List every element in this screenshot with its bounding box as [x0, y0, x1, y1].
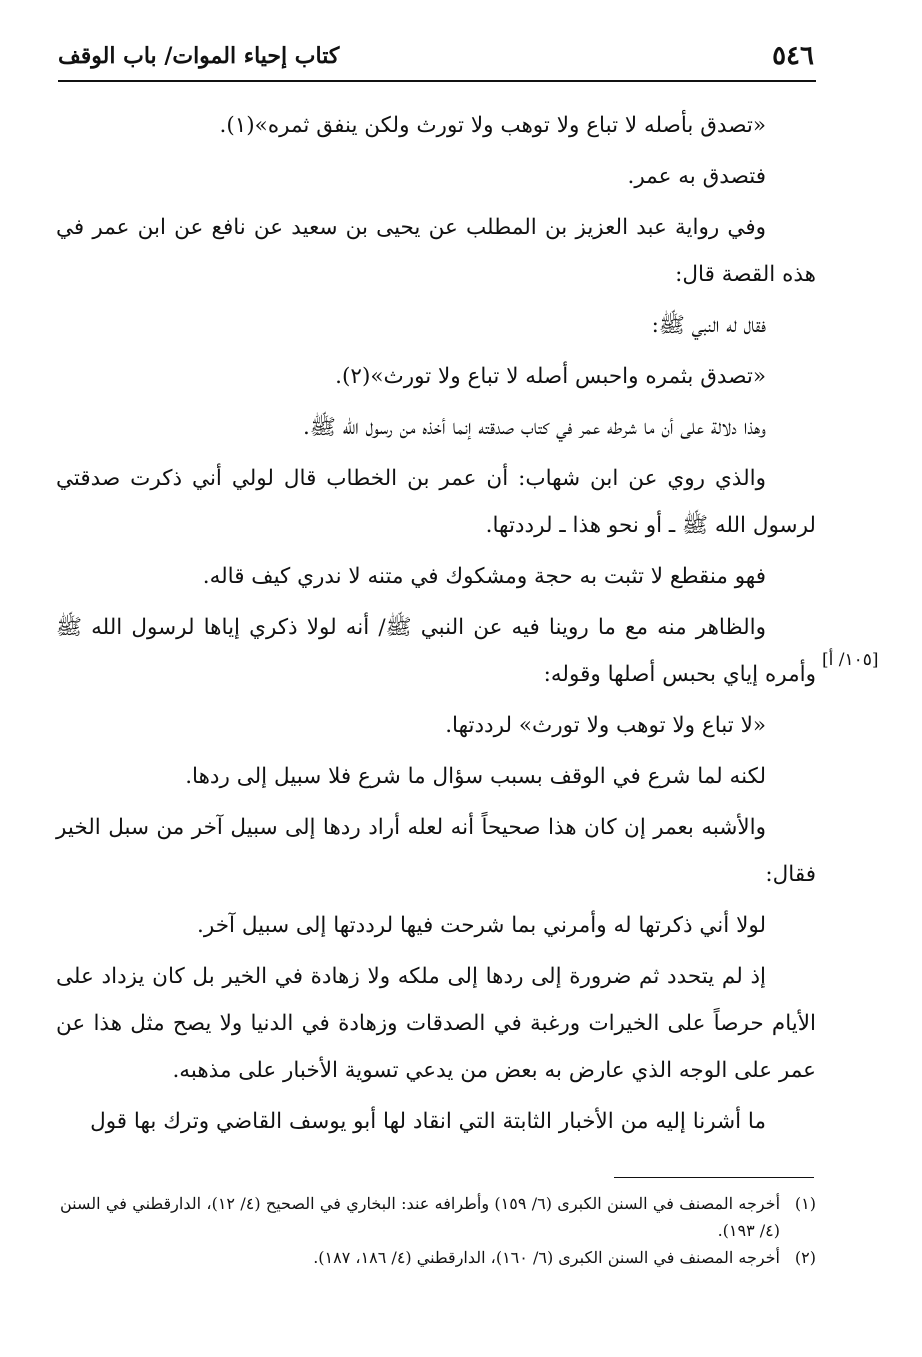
paragraph: «تصدق بثمره واحبس أصله لا تباع ولا تورث»(٢). — [335, 364, 766, 389]
paragraph: إذ لم يتحدد ثم ضرورة إلى ردها إلى ملكه ولا زهادة في الخير بل كان يزداد على الأيام حرصاً على الخيرات ورغبة في الصدقات وزهادة في الدنيا ولا يصح مثل هذا عن عمر على الوجه الذي عارض به بعض من يدعي تسوية الأخبار على مذهبه. — [56, 964, 816, 1083]
paragraph: «تصدق بأصله لا تباع ولا توهب ولا تورث ولكن ينفق ثمره»(١). — [219, 113, 766, 138]
manuscript-folio-marker: [١٠٥/ أ] — [822, 650, 879, 670]
page-number: ٥٤٦ — [772, 41, 814, 71]
footnote — [60, 1190, 816, 1244]
footnote-separator — [614, 1177, 814, 1178]
paragraph: وهذا دلالة على أن ما شرطه عمر في كتاب صدقته إنما أخذه من رسول الله ﷺ. — [303, 415, 766, 440]
paragraph: فهو منقطع لا تثبت به حجة ومشكوك في متنه لا ندري كيف قاله. — [202, 564, 766, 589]
footnotes — [60, 1190, 816, 1271]
paragraph: «لا تباع ولا توهب ولا تورث» لرددتها. — [445, 713, 766, 738]
header-rule — [58, 80, 816, 82]
page-header — [58, 38, 814, 74]
paragraph: لولا أني ذكرتها له وأمرني بما شرحت فيها لرددتها إلى سبيل آخر. — [197, 913, 766, 938]
footnote-number: (١) — [794, 1194, 817, 1213]
paragraph: والظاهر منه مع ما روينا فيه عن النبي ﷺ/ أنه لولا ذكري إياها لرسول الله ﷺ وأمره إياي بحبس أصلها وقوله: — [56, 615, 816, 687]
footnote-text: أخرجه المصنف في السنن الكبرى (٦/ ١٥٩) وأطرافه عند: البخاري في الصحيح (٤/ ١٢)، الدارقطني في السنن (٤/ ١٩٣). — [60, 1194, 781, 1240]
paragraph: لكنه لما شرع في الوقف بسبب سؤال ما شرع فلا سبيل إلى ردها. — [185, 764, 766, 789]
paragraph: وفي رواية عبد العزيز بن المطلب عن يحيى بن سعيد عن نافع عن ابن عمر في هذه القصة قال: — [56, 215, 816, 287]
paragraph: والذي روي عن ابن شهاب: أن عمر بن الخطاب قال لولي أني ذكرت صدقتي لرسول الله ﷺ ـ أو نحو هذا ـ لرددتها. — [56, 466, 816, 538]
paragraph: ما أشرنا إليه من الأخبار الثابتة التي انقاد لها أبو يوسف القاضي وترك بها قول — [90, 1109, 766, 1134]
running-title: كتاب إحياء الموات/ باب الوقف — [58, 43, 340, 69]
footnote-text: أخرجه المصنف في السنن الكبرى (٦/ ١٦٠)، الدارقطني (٤/ ١٨٦، ١٨٧). — [313, 1248, 780, 1267]
paragraph: فتصدق به عمر. — [627, 164, 766, 189]
footnote-number: (٢) — [794, 1248, 816, 1267]
footnote — [60, 1244, 816, 1271]
paragraph: والأشبه بعمر إن كان هذا صحيحاً أنه لعله أراد ردها إلى سبيل آخر من سبل الخير فقال: — [56, 815, 816, 887]
main-text — [56, 102, 816, 1145]
paragraph: فقال له النبي ﷺ: — [651, 313, 766, 338]
